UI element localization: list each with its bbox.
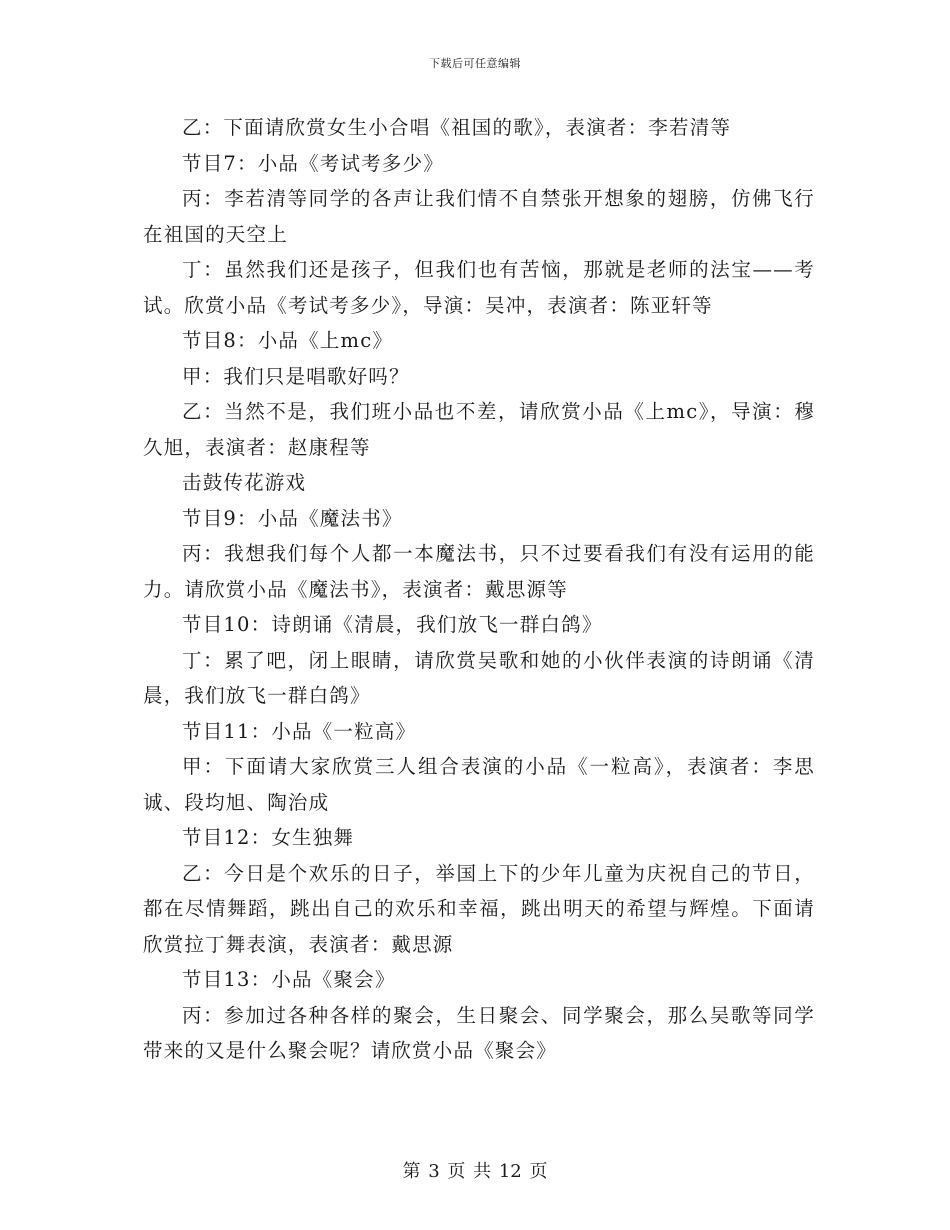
- paragraph: 丙：李若清等同学的各声让我们情不自禁张开想象的翅膀，仿佛飞行在祖国的天空上: [143, 187, 815, 246]
- paragraph: 节目8：小品《上mc》: [182, 329, 394, 352]
- paragraph: 节目10：诗朗诵《清晨，我们放飞一群白鸽》: [182, 613, 603, 636]
- paragraph: 节目13：小品《聚会》: [182, 968, 396, 991]
- paragraph: 节目12：女生独舞: [182, 826, 355, 849]
- paragraph: 乙：下面请欣赏女生小合唱《祖国的歌》，表演者：李若清等: [182, 116, 732, 139]
- paragraph: 节目11：小品《一粒高》: [182, 719, 417, 743]
- paragraph: 击鼓传花游戏: [182, 471, 307, 494]
- paragraph: 丙：我想我们每个人都一本魔法书，只不过要看我们有没有运用的能力。请欣赏小品《魔法书》，表演者：戴思源等: [143, 542, 815, 601]
- page-header: 下载后可任意编辑: [429, 57, 521, 70]
- document-body: [143, 110, 815, 1069]
- paragraph: 丙：参加过各种各样的聚会，生日聚会、同学聚会，那么吴歌等同学带来的又是什么聚会呢？请欣赏小品《聚会》: [143, 1003, 815, 1062]
- paragraph: 丁：虽然我们还是孩子，但我们也有苦恼，那就是老师的法宝——考试。欣赏小品《考试考多少》，导演：吴冲，表演者：陈亚轩等: [143, 258, 815, 317]
- paragraph: 乙：当然不是，我们班小品也不差，请欣赏小品《上mc》，导演：穆久旭，表演者：赵康程等: [143, 400, 815, 459]
- paragraph: 甲：我们只是唱歌好吗？: [182, 364, 410, 388]
- paragraph: 节目7：小品《考试考多少》: [182, 151, 445, 175]
- paragraph: 甲：下面请大家欣赏三人组合表演的小品《一粒高》，表演者：李思诚、段均旭、陶治成: [143, 755, 815, 814]
- paragraph: 丁：累了吧，闭上眼睛，请欣赏吴歌和她的小伙伴表演的诗朗诵《清晨，我们放飞一群白鸽》: [143, 648, 815, 707]
- paragraph: 节目9：小品《魔法书》: [182, 506, 403, 530]
- paragraph: 乙：今日是个欢乐的日子，举国上下的少年儿童为庆祝自己的节日，都在尽情舞蹈，跳出自己的欢乐和幸福，跳出明天的希望与辉煌。下面请欣赏拉丁舞表演，表演者：戴思源: [143, 861, 815, 956]
- page-number: 第 3 页 共 12 页: [402, 1161, 548, 1182]
